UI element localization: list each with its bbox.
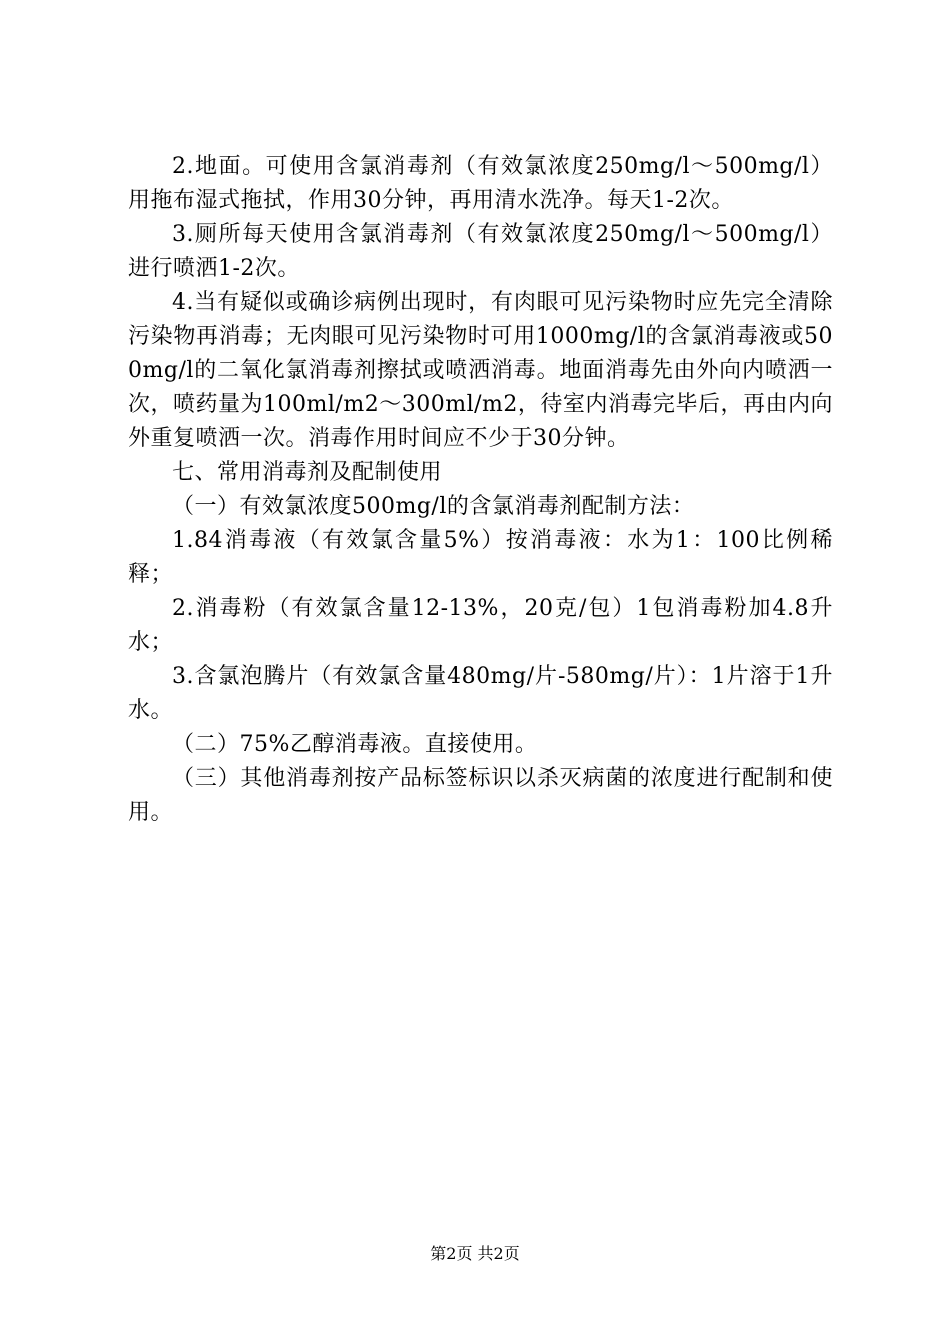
- document-body: [128, 150, 833, 830]
- paragraph-other-disinfectants: （三）其他消毒剂按产品标签标识以杀灭病菌的浓度进行配制和使用。: [128, 766, 833, 825]
- paragraph-suspected-case-disinfection: 4.当有疑似或确诊病例出现时，有肉眼可见污染物时应先完全清除污染物再消毒；无肉眼可见污染物时可用1000mg/l的含氯消毒液或500mg/l的二氧化氯消毒剂擦拭或喷洒消毒。地面消毒先由外向内喷洒一次，喷药量为100ml/m2～300ml/m2，待室内消毒完毕后，再由内向外重复喷洒一次。消毒作用时间应不少于30分钟。: [128, 290, 833, 451]
- paragraph-84-solution: 1.84消毒液（有效氯含量5%）按消毒液：水为1：100比例稀释；: [128, 528, 833, 587]
- section-heading-disinfectants: 七、常用消毒剂及配制使用: [172, 460, 443, 485]
- paragraph-disinfection-powder: 2.消毒粉（有效氯含量12-13%，20克/包）1包消毒粉加4.8升水；: [128, 596, 833, 655]
- paragraph-toilet-disinfection: 3.厕所每天使用含氯消毒剂（有效氯浓度250mg/l～500mg/l）进行喷洒1-2次。: [128, 222, 833, 281]
- paragraph-floor-disinfection: 2.地面。可使用含氯消毒剂（有效氯浓度250mg/l～500mg/l）用拖布湿式拖拭，作用30分钟，再用清水洗净。每天1-2次。: [128, 154, 833, 213]
- subsection-heading-chlorine: （一）有效氯浓度500mg/l的含氯消毒剂配制方法：: [172, 494, 695, 519]
- paragraph-effervescent-tablet: 3.含氯泡腾片（有效氯含量480mg/片-580mg/片）：1片溶于1升水。: [128, 664, 833, 723]
- page-number-footer: 第2页 共2页: [430, 1244, 520, 1263]
- paragraph-ethanol: （二）75%乙醇消毒液。直接使用。: [172, 732, 538, 757]
